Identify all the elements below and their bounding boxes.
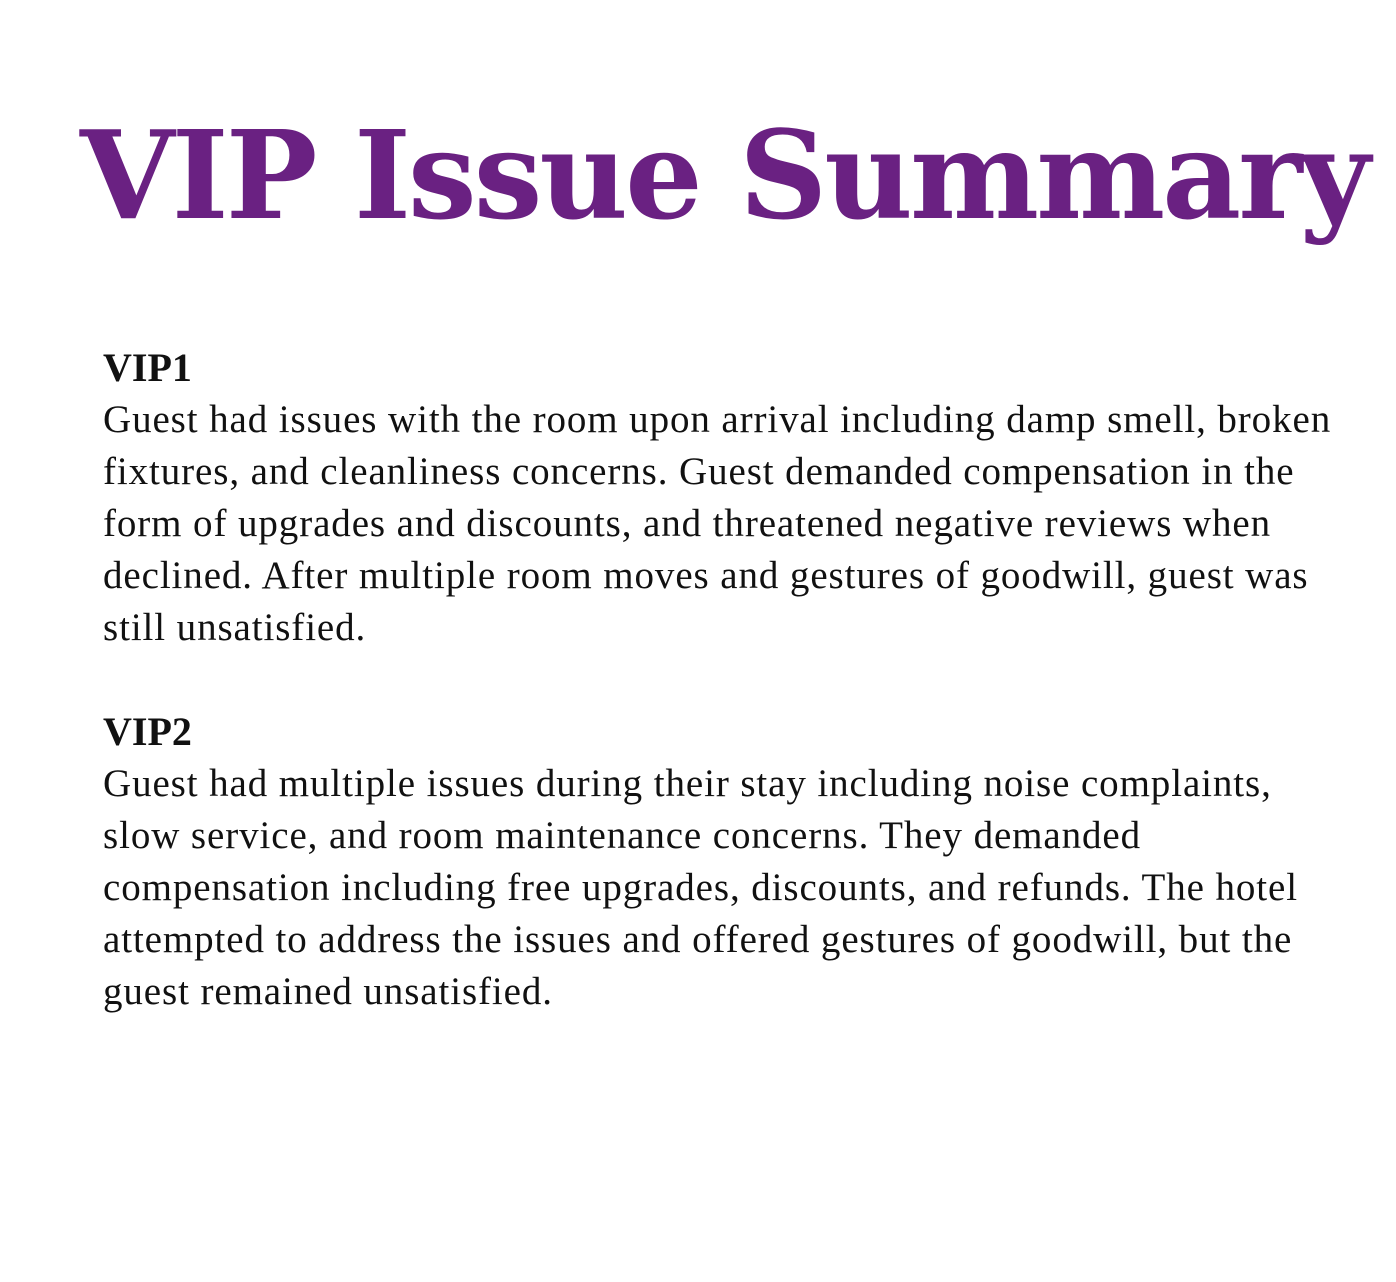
section-heading-vip2: VIP2 bbox=[103, 709, 192, 754]
section-heading-vip1: VIP1 bbox=[103, 345, 192, 390]
section-body-vip2: Guest had multiple issues during their stay including noise complaints, slow service, and room maintenance concerns. They demanded compensation including free upgrades, discounts, and refunds. The hotel attempted to address the issues and offered gestures of goodwill, but the guest remained unsatisfied. bbox=[103, 762, 1298, 1013]
page-title: VIP Issue Summary bbox=[80, 103, 1368, 247]
vip-section-1 bbox=[103, 342, 1353, 654]
section-body-vip1: Guest had issues with the room upon arrival including damp smell, broken fixtures, and cleanliness concerns. Guest demanded compensation in the form of upgrades and discounts, and threatened negative reviews when declined. After multiple room moves and gestures of goodwill, guest was still unsatisfied. bbox=[103, 398, 1332, 649]
vip-section-2 bbox=[103, 706, 1353, 1018]
issue-summary-content bbox=[103, 342, 1353, 1070]
